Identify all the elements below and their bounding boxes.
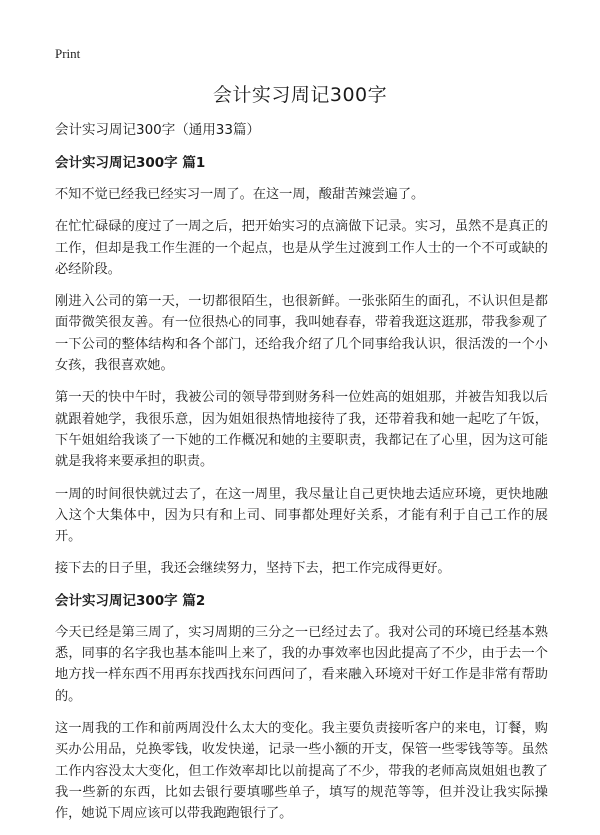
document-subtitle: 会计实习周记300字（通用33篇）: [55, 122, 260, 138]
paragraph: 在忙忙碌碌的度过了一周之后，把开始实习的点滴做下记录。实习，虽然不是真正的工作，但却是我工作生涯的一个起点，也是从学生过渡到工作人士的一个不可或缺的必经阶段。: [55, 219, 548, 277]
document-title: 会计实习周记300字: [212, 84, 388, 106]
paragraph: 第一天的快中午时，我被公司的领导带到财务科一位姓高的姐姐那，并被告知我以后就跟着她学，我很乐意，因为姐姐很热情地接待了我，还带着我和她一起吃了午饭，下午姐姐给我谈了一下她的工作概况和她的主要职责，我都记在了心里，因为这可能就是我将来要承担的职责。: [55, 390, 548, 470]
print-link[interactable]: Print: [55, 46, 81, 61]
paragraph: 刚进入公司的第一天，一切都很陌生，也很新鲜。一张张陌生的面孔，不认识但是都面带微笑很友善。有一位很热心的同事，我叫她春春，带着我逛这逛那，带我参观了一下公司的整体结构和各个部门，还给我介绍了几个同事给我认识，很活泼的一个小女孩，我很喜欢她。: [55, 294, 548, 374]
paragraph: 不知不觉已经我已经实习一周了。在这一周，酸甜苦辣尝遍了。: [55, 187, 425, 202]
section-heading: 会计实习周记300字 篇1: [55, 155, 206, 171]
paragraph: 一周的时间很快就过去了，在这一周里，我尽量让自己更快地去适应环境，更快地融入这个大集体中，因为只有和上司、同事都处理好关系，才能有利于自己工作的展开。: [55, 486, 548, 545]
section-1: [55, 153, 548, 580]
paragraph: 今天已经是第三周了，实习周期的三分之一已经过去了。我对公司的环境已经基本熟悉，同事的名字我也基本能叫上来了，我的办事效率也因此提高了不少，由于去一个地方找一样东西不用再东找西找东问西问了，看来融入环境对干好工作是非常有帮助的。: [55, 624, 548, 704]
section-2: [55, 591, 548, 825]
section-heading: 会计实习周记300字 篇2: [55, 592, 206, 609]
document-body: [55, 120, 548, 835]
paragraph: 接下去的日子里，我还会继续努力，坚持下去，把工作完成得更好。: [55, 561, 451, 577]
paragraph: 这一周我的工作和前两周没什么太大的变化。我主要负责接听客户的来电，订餐，购买办公用品，兑换零钱，收发快递，记录一些小额的开支，保管一些零钱等等。虽然工作内容没太大变化，但工作效率却比以前提高了不少，带我的老师高岚姐姐也教了我一些新的东西，比如去银行要填哪些单子，填写的规范等等，但并没让我实际操作，她说下周应该可以带我跑跑银行了。: [55, 720, 548, 822]
